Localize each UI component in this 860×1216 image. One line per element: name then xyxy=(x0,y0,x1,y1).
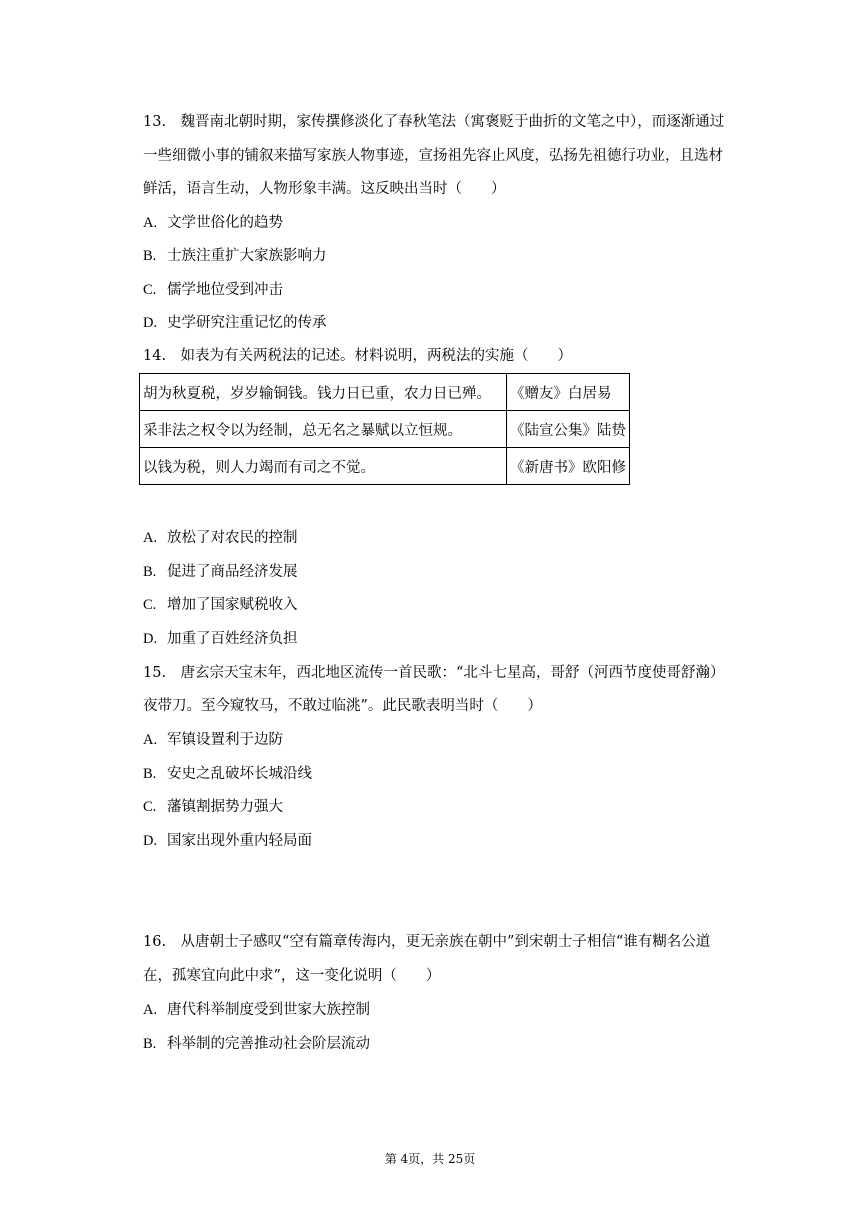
q15-option-c xyxy=(143,797,283,817)
table-cell-quote: 采非法之权令以为经制，总无名之暴赋以立恒规。 xyxy=(140,411,507,448)
q13-option-b xyxy=(143,246,327,266)
q14-option-c xyxy=(143,595,298,615)
q15-option-b xyxy=(143,764,312,784)
q14-option-b xyxy=(143,562,298,582)
page-number-footer: 第 4页，共 25页 xyxy=(384,1152,476,1166)
option-text: 史学研究注重记忆的传承 xyxy=(167,315,327,331)
option-text: 国家出现外重内轻局面 xyxy=(167,833,312,849)
option-text: 文学世俗化的趋势 xyxy=(167,215,283,231)
option-letter: B. xyxy=(143,248,157,264)
option-letter: C. xyxy=(143,282,157,298)
q13-option-c xyxy=(143,280,283,300)
option-text: 唐代科举制度受到世家大族控制 xyxy=(167,1002,370,1018)
option-text: 藩镇割据势力强大 xyxy=(167,799,283,815)
option-letter: D. xyxy=(143,631,158,647)
option-letter: C. xyxy=(143,597,157,613)
option-letter: D. xyxy=(143,315,158,331)
q15-stem-line-2: 夜带刀。至今窥牧马，不敢过临洮”。此民歌表明当时（ ） xyxy=(143,698,542,714)
q13-option-d xyxy=(143,313,327,333)
q13-stem-line-1: 13. 魏晋南北朝时期，家传撰修淡化了春秋笔法（寓褒贬于曲折的文笔之中），而逐渐通过 xyxy=(143,114,725,130)
option-letter: B. xyxy=(143,564,157,580)
q14-option-d xyxy=(143,629,298,649)
table-row xyxy=(140,411,630,448)
option-text: 士族注重扩大家族影响力 xyxy=(167,248,327,264)
option-letter: B. xyxy=(143,1036,157,1052)
q14-stem-line-1: 14. 如表为有关两税法的记述。材料说明，两税法的实施（ ） xyxy=(143,348,573,364)
option-letter: A. xyxy=(143,530,158,546)
q13-stem-line-3: 鲜活，语言生动，人物形象丰满。这反映出当时（ ） xyxy=(143,181,506,197)
option-text: 儒学地位受到冲击 xyxy=(167,282,283,298)
table-cell-source: 《陆宣公集》陆贽 xyxy=(507,411,630,448)
q15-option-d xyxy=(143,831,312,851)
option-text: 安史之乱破坏长城沿线 xyxy=(167,766,312,782)
option-text: 促进了商品经济发展 xyxy=(167,564,298,580)
table-cell-source: 《赠友》白居易 xyxy=(507,374,630,411)
table-row xyxy=(140,448,630,485)
option-text: 军镇设置利于边防 xyxy=(167,732,283,748)
option-letter: B. xyxy=(143,766,157,782)
table-cell-quote: 以钱为税，则人力竭而有司之不觉。 xyxy=(140,448,507,485)
option-text: 增加了国家赋税收入 xyxy=(167,597,298,613)
option-text: 科举制的完善推动社会阶层流动 xyxy=(167,1036,370,1052)
option-text: 加重了百姓经济负担 xyxy=(167,631,298,647)
option-letter: D. xyxy=(143,833,158,849)
q15-stem-line-1: 15. 唐玄宗天宝末年，西北地区流传一首民歌：“北斗七星高，哥舒（河西节度使哥舒瀚） xyxy=(143,665,725,681)
table-cell-quote: 胡为秋夏税，岁岁输铜钱。钱力日已重，农力日已殚。 xyxy=(140,374,507,411)
q16-stem-line-2: 在，孤寒宜向此中求”，这一变化说明（ ） xyxy=(143,968,441,984)
q13-stem-line-2: 一些细微小事的铺叙来描写家族人物事迹，宣扬祖先容止风度，弘扬先祖德行功业，且选材 xyxy=(143,148,723,164)
table-cell-source: 《新唐书》欧阳修 xyxy=(507,448,630,485)
q15-option-a xyxy=(143,730,283,750)
option-letter: C. xyxy=(143,799,157,815)
q13-option-a xyxy=(143,213,283,233)
q16-option-a xyxy=(143,1000,370,1020)
q16-stem-line-1: 16. 从唐朝士子感叹“空有篇章传海内，更无亲族在朝中”到宋朝士子相信“谁有糊名公道 xyxy=(143,934,711,950)
table-row xyxy=(140,374,630,411)
q16-option-b xyxy=(143,1034,370,1054)
q14-source-table xyxy=(139,373,630,485)
option-letter: A. xyxy=(143,1002,158,1018)
option-letter: A. xyxy=(143,215,158,231)
q14-option-a xyxy=(143,528,298,548)
option-letter: A. xyxy=(143,732,158,748)
option-text: 放松了对农民的控制 xyxy=(167,530,298,546)
